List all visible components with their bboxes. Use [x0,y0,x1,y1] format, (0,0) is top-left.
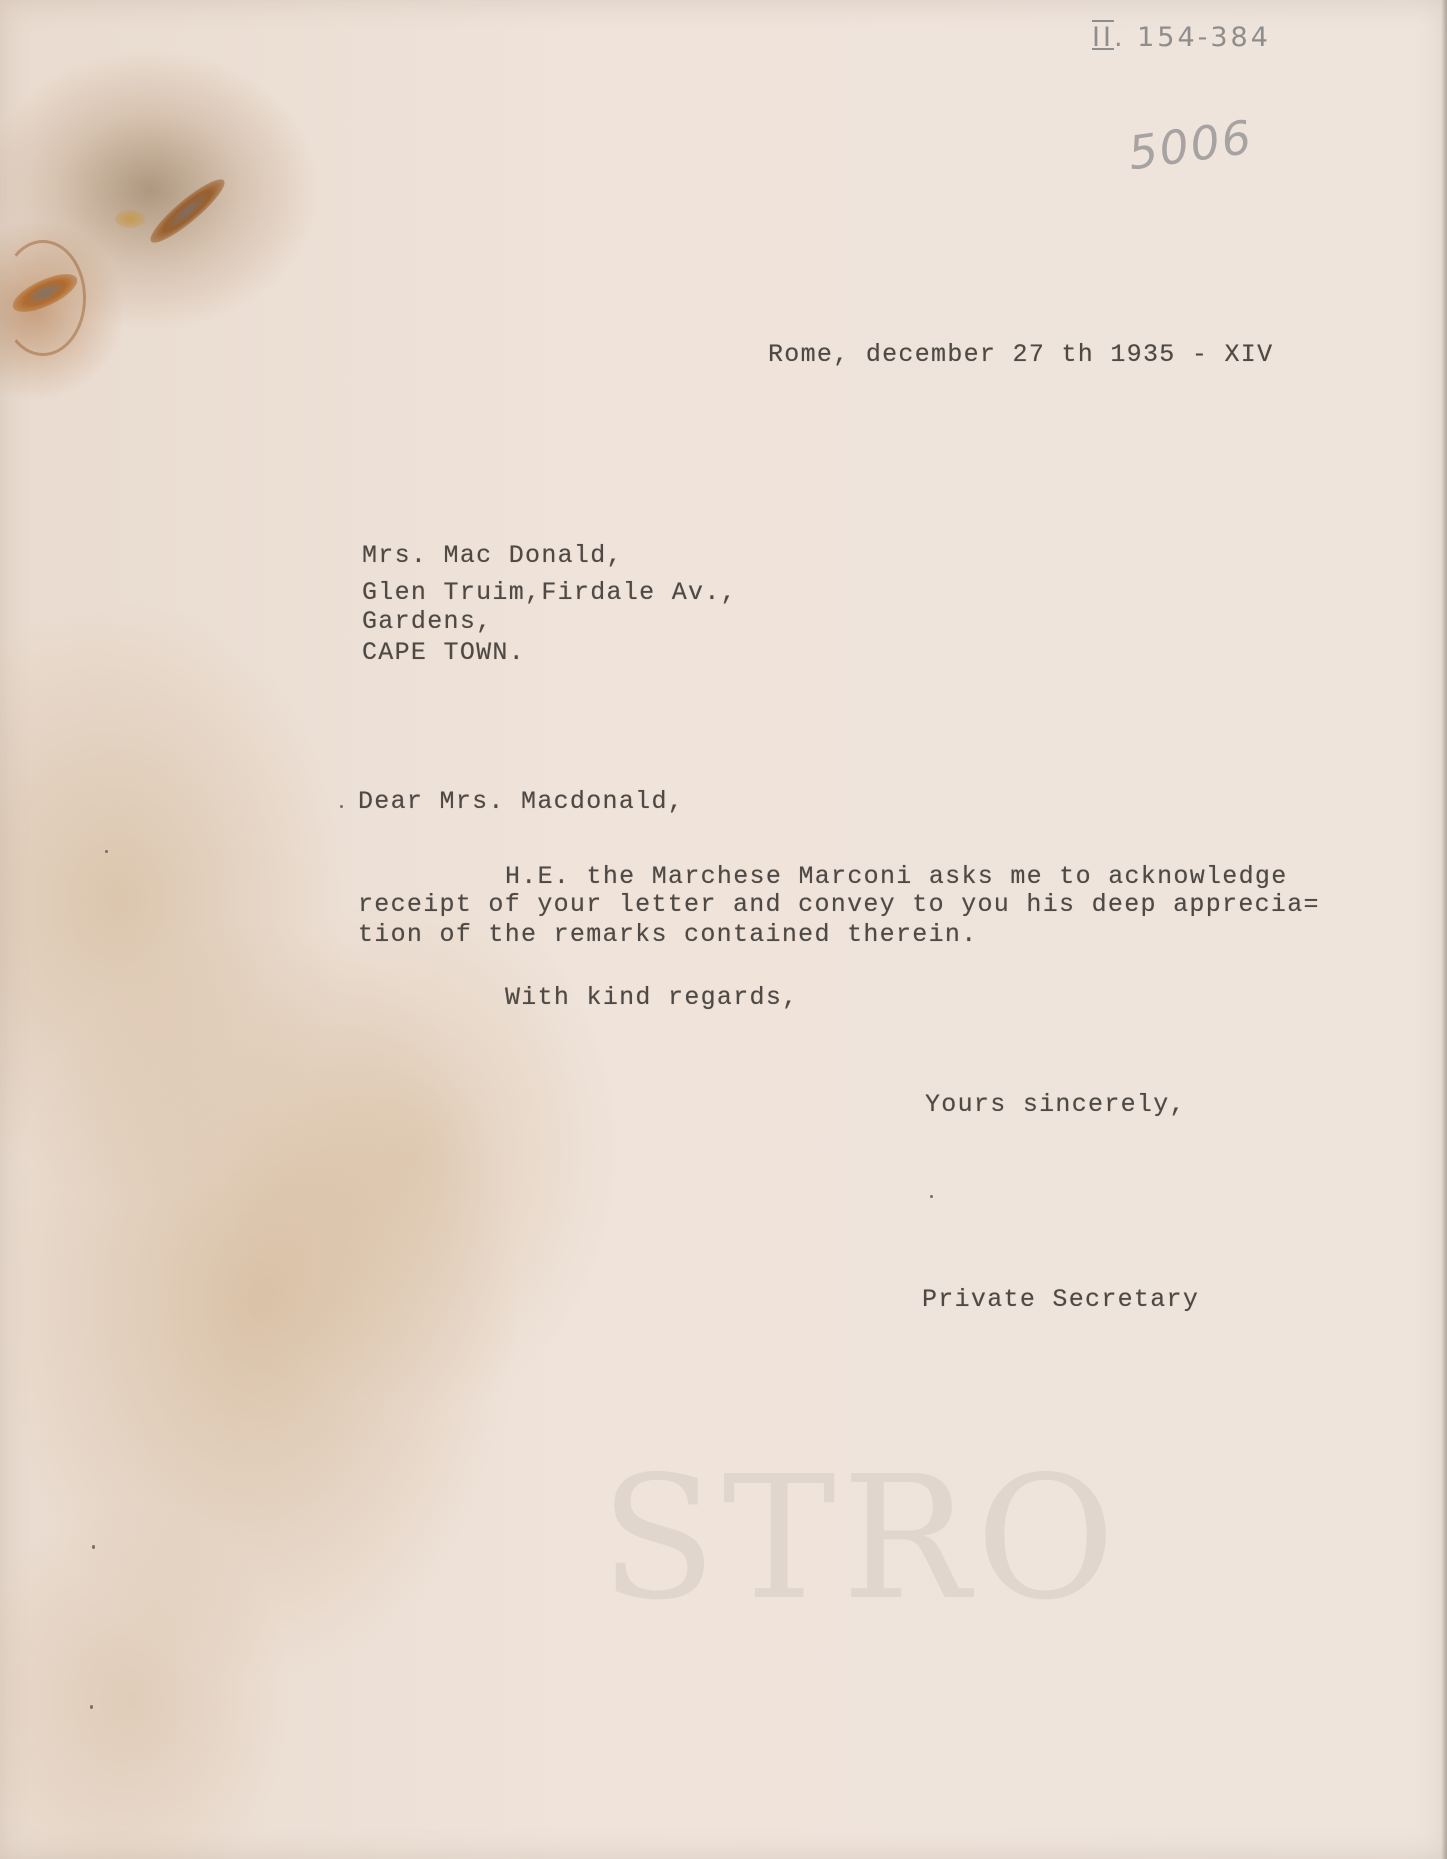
paper-speck [105,850,108,853]
body-line: H.E. the Marchese Marconi asks me to acknowledge [505,862,1288,891]
rust-stain [144,172,231,250]
recipient-name: Mrs. Mac Donald, [362,541,623,570]
archive-reference-number: . 154-384 [1113,22,1271,53]
paper-speck [90,1705,93,1709]
regards-line: With kind regards, [505,983,799,1012]
dateline: Rome, december 27 th 1935 - XIV [768,340,1274,369]
paper-edge [1441,0,1447,1859]
paper-speck [340,805,343,808]
body-line: tion of the remarks contained therein. [358,920,978,949]
recipient-city: CAPE TOWN. [362,638,526,667]
folio-number: 5006 [1124,109,1257,181]
recipient-street: Glen Truim,Firdale Av., [362,578,737,607]
rust-stain [115,210,145,228]
paper-watermark: STRO [600,1440,1122,1638]
signatory-title: Private Secretary [922,1285,1200,1314]
recipient-district: Gardens, [362,607,493,636]
salutation: Dear Mrs. Macdonald, [358,787,685,816]
archive-reference [1092,22,1271,53]
paper-speck [930,1195,933,1198]
archive-reference-prefix: II [1092,22,1114,53]
closing-line: Yours sincerely, [925,1090,1186,1119]
body-line: receipt of your letter and convey to you his deep apprecia= [358,890,1320,919]
paper-speck [92,1545,95,1549]
